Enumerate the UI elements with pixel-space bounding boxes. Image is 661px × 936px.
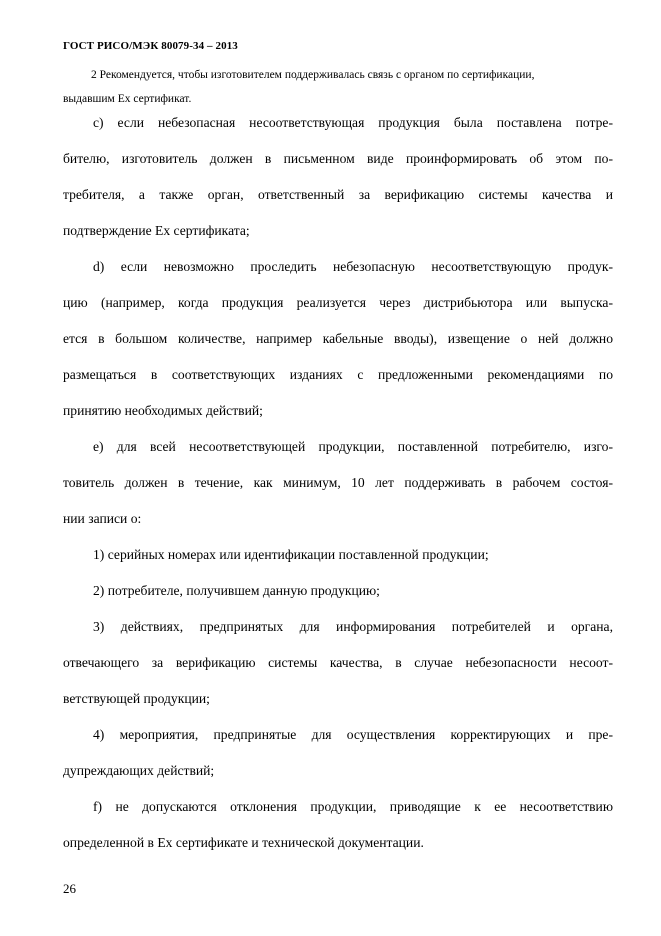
page-number: 26 (63, 881, 76, 896)
item-d-line: принятию необходимых действий; (63, 403, 263, 418)
standard-header: ГОСТ РИСО/МЭК 80079-34 – 2013 (63, 40, 238, 52)
subitem-3-line: отвечающего за верификацию системы качества, в случае небезопасности несоот- (63, 655, 613, 670)
item-d-line: цию (например, когда продукция реализуется через дистрибьютора или выпуска- (63, 295, 613, 310)
subitem-2-line: 2) потребителе, получившем данную продукцию; (93, 583, 380, 598)
item-d-line: размещаться в соответствующих изданиях с предложенными рекомендациями по (63, 367, 613, 382)
subitem-4-line: дупреждающих действий; (63, 763, 215, 778)
item-f-line: f) не допускаются отклонения продукции, приводящие к ее несоответствию (93, 799, 613, 814)
note-line: 2 Рекомендуется, чтобы изготовителем поддерживалась связь с органом по сертификации, (91, 69, 535, 81)
item-c-line: требителя, а также орган, ответственный за верификацию системы качества и (63, 187, 613, 202)
item-c-line: бителю, изготовитель должен в письменном виде проинформировать об этом по- (63, 151, 613, 166)
subitem-3-line: 3) действиях, предпринятых для информирования потребителей и органа, (93, 619, 613, 634)
item-e-line: e) для всей несоответствующей продукции, поставленной потребителю, изго- (93, 439, 613, 454)
note-line: выдавшим Ex сертификат. (63, 93, 192, 105)
item-d-line: ется в большом количестве, например кабельные вводы), извещение о ней должно (63, 331, 613, 346)
item-c-line: c) если небезопасная несоответствующая продукция была поставлена потре- (93, 115, 613, 130)
item-d-line: d) если невозможно проследить небезопасную несоответствующую продук- (93, 259, 613, 274)
item-e-line: товитель должен в течение, как минимум, 10 лет поддерживать в рабочем состоя- (63, 475, 613, 490)
body-text (63, 109, 613, 865)
item-f-line: определенной в Ex сертификате и технической документации. (63, 835, 424, 850)
item-e-line: нии записи о: (63, 511, 142, 526)
note-paragraph (63, 63, 613, 111)
subitem-3-line: ветствующей продукции; (63, 691, 210, 706)
subitem-4-line: 4) мероприятия, предпринятые для осуществления корректирующих и пре- (93, 727, 613, 742)
item-c-line: подтверждение Ex сертификата; (63, 223, 250, 238)
subitem-1-line: 1) серийных номерах или идентификации поставленной продукции; (93, 547, 489, 562)
